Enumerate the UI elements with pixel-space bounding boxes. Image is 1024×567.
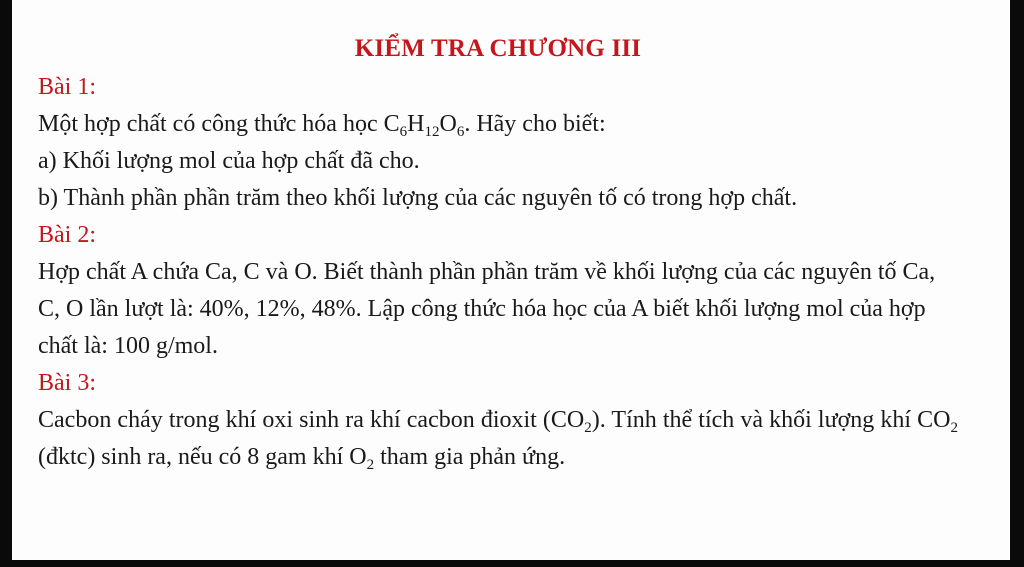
co2-formula-1-subscript: 2 [584, 420, 592, 436]
exercise-3-text [38, 402, 958, 476]
co2-formula-1: CO [550, 407, 585, 433]
document-body [38, 30, 958, 476]
exercise-3-text-part-4: tham gia phản ứng. [374, 444, 566, 470]
formula-h-subscript: 12 [424, 124, 440, 140]
o2-formula-subscript: 2 [366, 457, 375, 473]
formula-h: H [407, 111, 425, 137]
formula-o-subscript: 6 [456, 124, 465, 140]
exercise-2-text: Hợp chất A chứa Ca, C và O. Biết thành phần phần trăm về khối lượng của các nguyên tố Ca, C, O lần lượt là: 40%, 12%, 48%. Lập công thức hóa học của A biết khối lượng mol của hợp chất là: 100 g/mol. [38, 259, 936, 359]
co2-formula-2-subscript: 2 [950, 420, 958, 436]
exercise-1-heading: Bài 1: [38, 74, 96, 100]
exercise-1-intro [38, 106, 958, 143]
co2-formula-2: CO [917, 407, 951, 433]
exercise-3-text-part-3: (đktc) sinh ra, nếu có 8 gam khí [38, 444, 350, 470]
o2-formula: O [349, 444, 367, 470]
exercise-1-intro-before: Một hợp chất có công thức hóa học [38, 111, 384, 137]
exercise-1-part-a: a) Khối lượng mol của hợp chất đã cho. [38, 148, 420, 174]
exercise-1-intro-after: . Hãy cho biết: [464, 111, 606, 137]
exercise-2-heading: Bài 2: [38, 222, 96, 248]
exercise-3-heading: Bài 3: [38, 370, 96, 396]
exercise-3-text-part-1: Cacbon cháy trong khí oxi sinh ra khí cacbon đioxit ( [38, 407, 551, 433]
formula-c-subscript: 6 [399, 124, 408, 140]
document-page [12, 0, 1010, 560]
exercise-1-part-b: b) Thành phần phần trăm theo khối lượng của các nguyên tố có trong hợp chất. [38, 185, 798, 211]
exercise-3-text-part-2: ). Tính thể tích và khối lượng khí [591, 407, 918, 433]
formula-c: C [383, 111, 400, 137]
formula-o: O [439, 111, 457, 137]
page-title: KIỂM TRA CHƯƠNG III [354, 35, 642, 62]
